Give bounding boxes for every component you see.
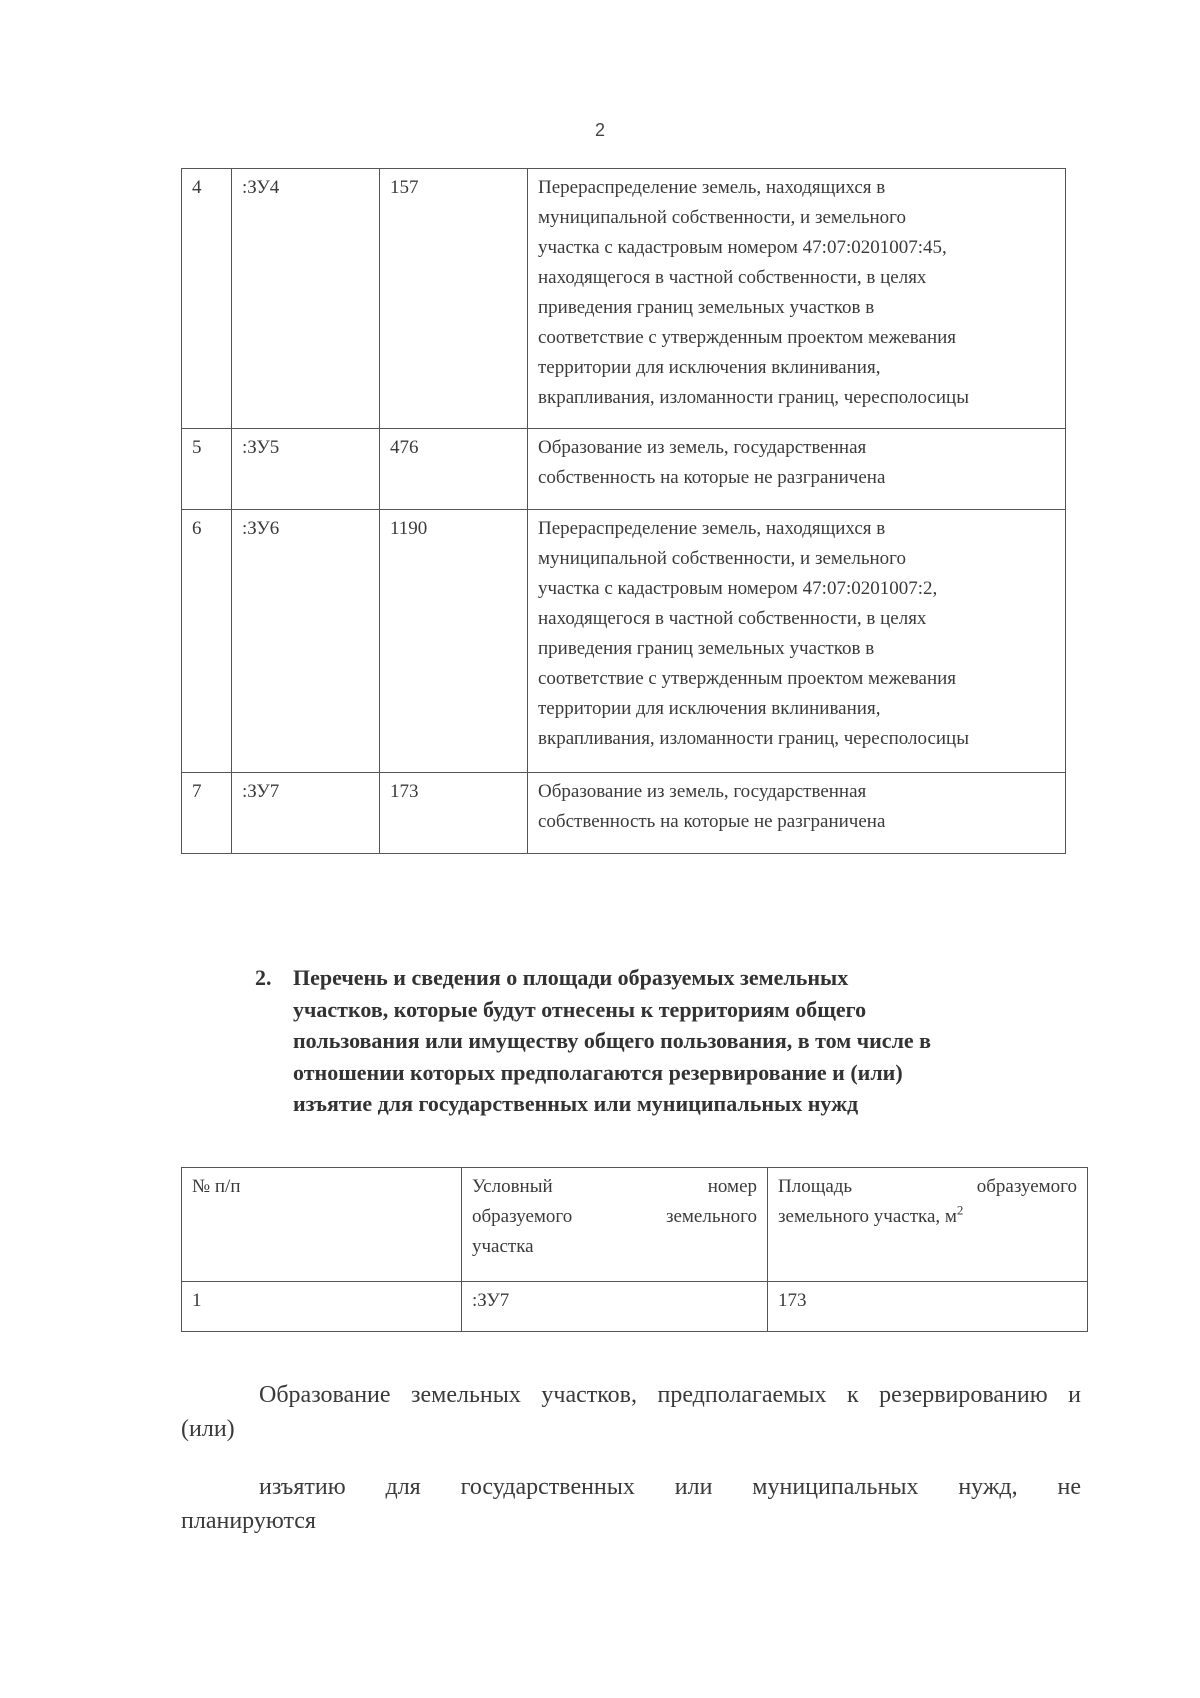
row-number: 5 — [182, 429, 232, 510]
description-line: муниципальной собственности, и земельного — [538, 207, 906, 228]
row-number: 4 — [182, 169, 232, 429]
paragraph-line: Образование земельных участков, предполагаемых к резервированию и — [259, 1382, 1081, 1408]
land-plots-table — [181, 168, 1066, 854]
header-plot-code — [462, 1168, 768, 1282]
table-row — [182, 773, 1066, 854]
table-row — [182, 169, 1066, 429]
heading-line: Перечень и сведения о площади образуемых земельных — [293, 965, 849, 990]
description-line: собственность на которые не разграничена — [538, 811, 886, 832]
section-2-heading — [255, 962, 1085, 1120]
description-line: Образование из земель, государственная — [538, 437, 867, 458]
header-line: Условный номер — [472, 1176, 757, 1197]
paragraph-reservation — [181, 1378, 1081, 1446]
plot-area: 173 — [380, 773, 528, 854]
description-line: Перераспределение земель, находящихся в — [538, 518, 886, 539]
description-line: Перераспределение земель, находящихся в — [538, 177, 886, 198]
paragraph-line: (или) — [181, 1416, 235, 1442]
row-number: 1 — [182, 1282, 462, 1332]
description-line: территории для исключения вклинивания, — [538, 357, 881, 378]
heading-line: участков, которые будут отнесены к территориям общего — [293, 996, 867, 1022]
plot-description — [528, 510, 1066, 773]
header-line: образуемого земельного — [472, 1206, 757, 1227]
page-number: 2 — [594, 120, 605, 140]
header-line: участка — [472, 1236, 534, 1257]
description-line: территории для исключения вклинивания, — [538, 698, 881, 719]
superscript: 2 — [956, 1202, 964, 1218]
description-line: соответствие с утвержденным проектом межевания — [538, 327, 957, 348]
plot-code: :ЗУ5 — [232, 429, 380, 510]
table-row — [182, 510, 1066, 773]
plot-area: 157 — [380, 169, 528, 429]
paragraph-line: изъятию для государственных или муниципальных нужд, не — [259, 1474, 1081, 1500]
description-line: находящегося в частной собственности, в целях — [538, 267, 927, 288]
description-line: муниципальной собственности, и земельного — [538, 548, 906, 569]
plot-code: :ЗУ7 — [232, 773, 380, 854]
plot-code: :ЗУ7 — [462, 1282, 768, 1332]
table-header-row — [182, 1168, 1088, 1282]
heading-line: пользования или имуществу общего пользования, в том числе в — [293, 1028, 932, 1053]
description-line: приведения границ земельных участков в — [538, 297, 875, 318]
plot-code: :ЗУ4 — [232, 169, 380, 429]
description-line: приведения границ земельных участков в — [538, 638, 875, 659]
heading-line: изъятие для государственных или муниципальных нужд — [293, 1091, 859, 1116]
description-line: собственность на которые не разграничена — [538, 467, 886, 488]
description-line: участка с кадастровым номером 47:07:0201007:2, — [538, 578, 938, 599]
plot-description — [528, 773, 1066, 854]
plot-code: :ЗУ6 — [232, 510, 380, 773]
public-use-plots-table — [181, 1167, 1088, 1332]
plot-area: 1190 — [380, 510, 528, 773]
plot-description — [528, 169, 1066, 429]
description-line: Образование из земель, государственная — [538, 781, 867, 802]
table-row — [182, 1282, 1088, 1332]
paragraph-line: планируются — [181, 1508, 316, 1534]
paragraph-seizure — [181, 1470, 1081, 1538]
section-number: 2. — [255, 965, 272, 990]
header-plot-area — [768, 1168, 1088, 1282]
description-line: соответствие с утвержденным проектом межевания — [538, 668, 957, 689]
row-number: 7 — [182, 773, 232, 854]
plot-area: 173 — [768, 1282, 1088, 1332]
table-row — [182, 429, 1066, 510]
description-line: участка с кадастровым номером 47:07:0201007:45, — [538, 237, 947, 258]
header-line — [778, 1202, 1077, 1232]
plot-description — [528, 429, 1066, 510]
header-line: Площадь образуемого — [778, 1176, 1077, 1197]
heading-line: отношении которых предполагаются резервирование и (или) — [293, 1059, 903, 1085]
header-text: земельного участка, м — [778, 1206, 957, 1227]
description-line: вкрапливания, изломанности границ, чересполосицы — [538, 387, 969, 408]
plot-area: 476 — [380, 429, 528, 510]
description-line: находящегося в частной собственности, в целях — [538, 608, 927, 629]
description-line: вкрапливания, изломанности границ, чересполосицы — [538, 728, 969, 749]
header-number: № п/п — [182, 1168, 462, 1282]
row-number: 6 — [182, 510, 232, 773]
